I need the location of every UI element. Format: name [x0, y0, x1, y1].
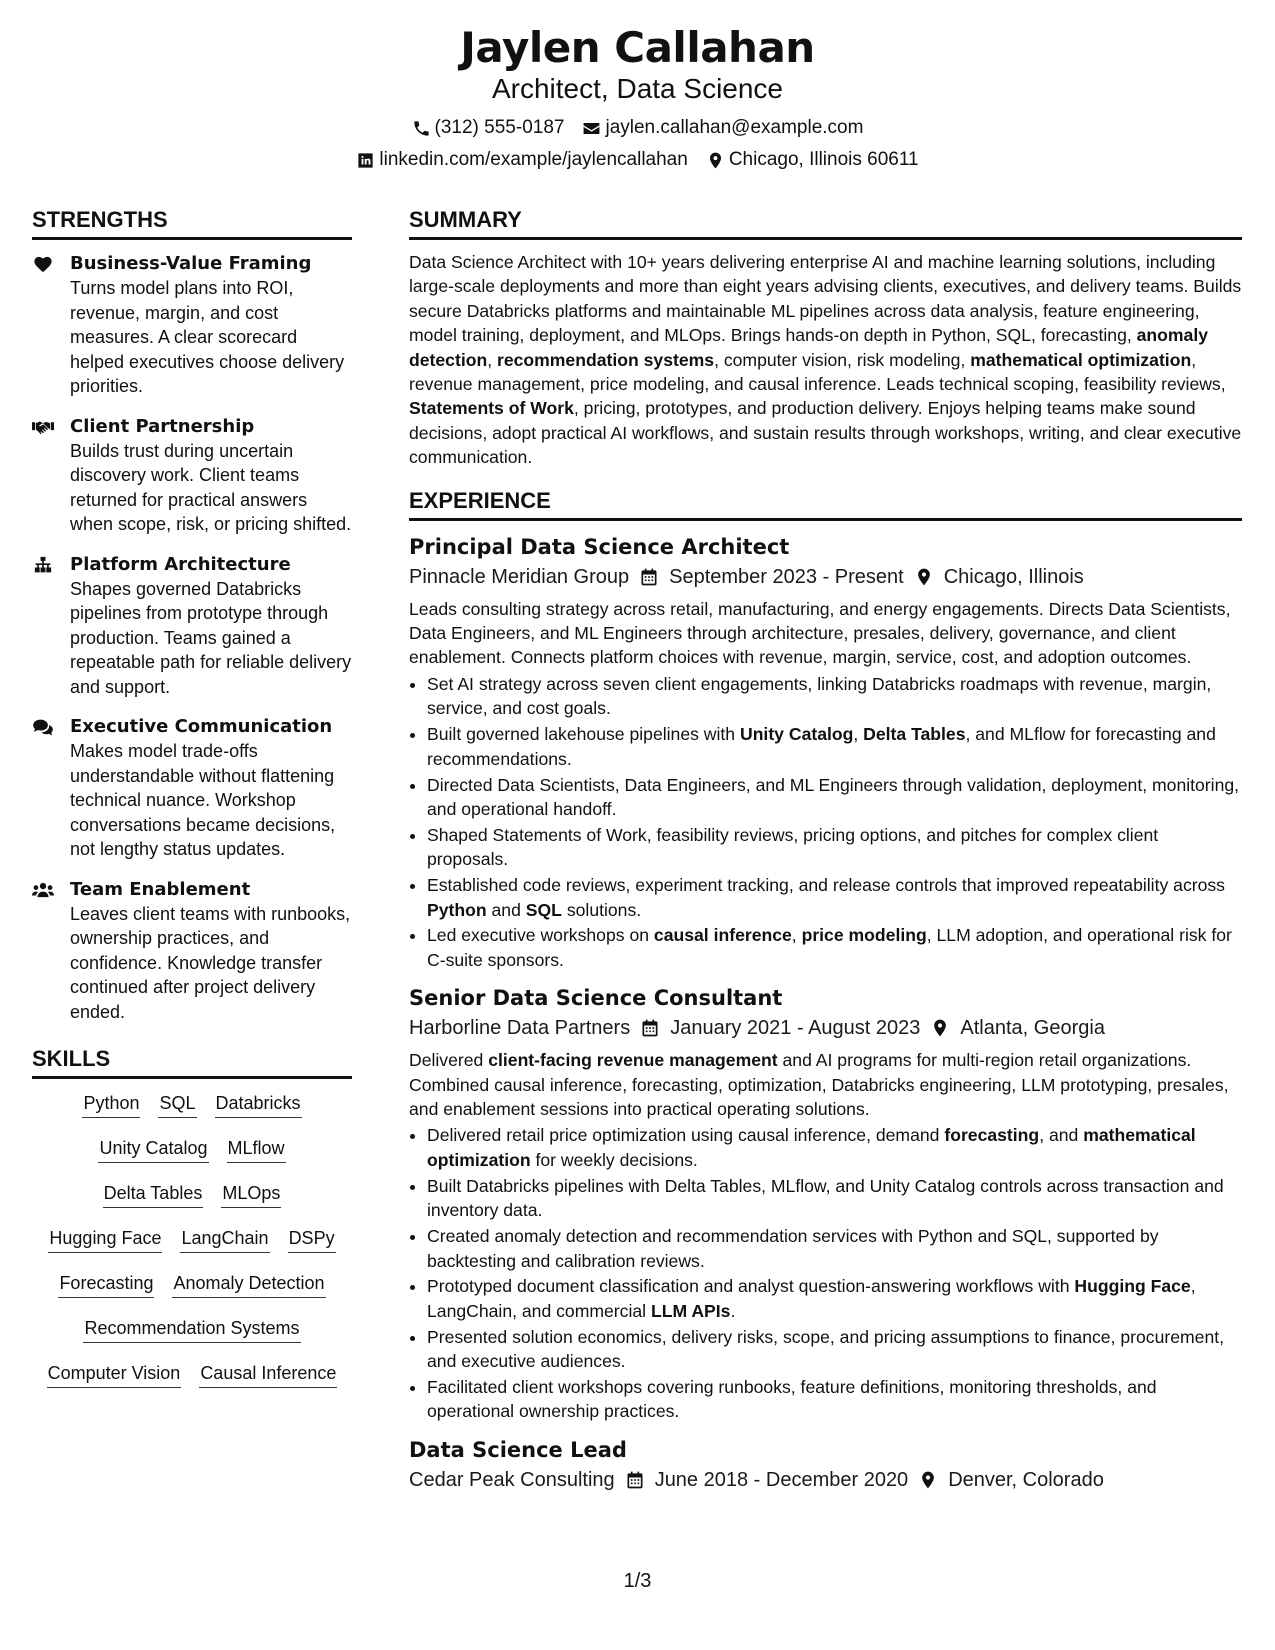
job-entry	[409, 1436, 1242, 1494]
job-location: Chicago, Illinois	[943, 565, 1084, 588]
job-bullet: • Set AI strategy across seven client engagements, linking Databricks roadmaps with revenue, margin, service, and cost goals.	[427, 672, 1242, 721]
job-company: Pinnacle Meridian Group	[409, 565, 630, 588]
job-title: Data Science Lead	[409, 1437, 627, 1462]
job-bullet: • Presented solution economics, delivery risks, scope, and pricing assumptions to finance, procurement, and executive audiences.	[427, 1325, 1242, 1374]
skill-row	[32, 1361, 352, 1406]
heart-icon	[32, 252, 70, 399]
location-text: Chicago, Illinois 60611	[728, 149, 919, 170]
skill-tag: Python	[82, 1091, 140, 1118]
linkedin-icon	[356, 151, 375, 170]
skill-tag: MLOps	[221, 1181, 281, 1208]
experience-heading: EXPERIENCE	[409, 486, 1242, 521]
job-meta	[409, 1466, 1242, 1494]
left-column	[32, 205, 352, 1406]
strength-item	[32, 715, 352, 862]
job-entry	[409, 984, 1242, 1424]
job-dates: September 2023 - Present	[669, 565, 904, 588]
skills-list	[32, 1091, 352, 1406]
strengths-heading: STRENGTHS	[32, 205, 352, 240]
job-bullet: • Delivered retail price optimization using causal inference, demand forecasting, and mathematical optimization for weekly decisions.	[427, 1123, 1242, 1172]
phone-icon	[412, 119, 431, 138]
strength-desc: Makes model trade-offs understandable without flattening technical nuance. Workshop conversations became decisions, not lengthy status updates.	[70, 741, 336, 859]
phone-text: (312) 555-0187	[434, 117, 565, 138]
contact-info	[0, 116, 1275, 172]
strength-item	[32, 415, 352, 537]
strength-desc: Builds trust during uncertain discovery work. Client teams returned for practical answers when scope, risk, or pricing shifted.	[70, 440, 352, 534]
job-bullet: • Shaped Statements of Work, feasibility reviews, pricing options, and pitches for complex client proposals.	[427, 823, 1242, 872]
job-bullet: • Established code reviews, experiment tracking, and release controls that improved repeatability across Python and SQL solutions.	[427, 873, 1242, 922]
skill-tag: LangChain	[180, 1226, 269, 1253]
skill-tag: Recommendation Systems	[83, 1316, 300, 1343]
skill-tag: DSPy	[288, 1226, 336, 1253]
strength-title: Business-Value Framing	[70, 253, 312, 274]
job-title: Principal Data Science Architect	[409, 534, 790, 559]
skill-row	[32, 1181, 352, 1226]
skill-row	[32, 1226, 352, 1271]
job-bullet: • Built Databricks pipelines with Delta Tables, MLflow, and Unity Catalog controls across transaction and inventory data.	[427, 1174, 1242, 1223]
skill-tag: Unity Catalog	[98, 1136, 208, 1163]
skill-row	[32, 1316, 352, 1361]
candidate-title: Architect, Data Science	[491, 73, 784, 104]
job-bullets	[409, 672, 1242, 972]
job-location: Denver, Colorado	[948, 1468, 1104, 1491]
map-marker-icon	[918, 1470, 938, 1490]
job-dates: June 2018 - December 2020	[654, 1468, 909, 1491]
job-description: Delivered client-facing revenue management and AI programs for multi-region retail organizations. Combined causal inference, forecasting, optimization, Databricks engineering, LLM prototyping, presales, and enablement sessions into practical operating solutions.	[409, 1050, 1229, 1120]
page-number: 1/3	[623, 1570, 652, 1592]
map-marker-icon	[930, 1018, 950, 1038]
skill-row	[32, 1271, 352, 1316]
skill-tag: MLflow	[227, 1136, 286, 1163]
skill-tag: Anomaly Detection	[172, 1271, 325, 1298]
skill-tag: SQL	[158, 1091, 196, 1118]
email-contact[interactable]	[582, 116, 863, 140]
candidate-name: Jaylen Callahan	[460, 23, 815, 72]
summary-text: Data Science Architect with 10+ years delivering enterprise AI and machine learning solutions, including large-scale deployments and more than eight years advising clients, executives, and delivery teams. Builds secure Databricks platforms and maintainable ML pipelines across data analysis, feature engineering, model training, deployment, and MLOps. Brings hands-on depth in Python, SQL, forecasting, anomaly detection, recommendation systems, computer vision, risk modeling, mathematical optimization, revenue management, price modeling, and causal inference. Leads technical scoping, feasibility reviews, Statements of Work, pricing, prototypes, and production delivery. Enjoys helping teams make sound decisions, adopt practical AI workflows, and sustain results through workshops, writing, and clear executive communication.	[409, 252, 1242, 468]
job-bullets	[409, 1123, 1242, 1423]
skills-heading: SKILLS	[32, 1044, 352, 1079]
location-contact	[706, 148, 919, 172]
job-company: Cedar Peak Consulting	[409, 1468, 615, 1491]
job-company: Harborline Data Partners	[409, 1017, 631, 1040]
skill-row	[32, 1136, 352, 1181]
skill-row	[32, 1091, 352, 1136]
linkedin-text[interactable]: linkedin.com/example/jaylencallahan	[379, 149, 688, 170]
strength-title: Team Enablement	[70, 878, 251, 900]
job-meta	[409, 563, 1242, 591]
calendar-icon	[640, 1018, 660, 1038]
envelope-icon	[582, 119, 601, 138]
job-bullet: • Facilitated client workshops covering runbooks, feature definitions, monitoring thresholds, and operational ownership practices.	[427, 1375, 1242, 1424]
job-bullet: • Prototyped document classification and analyst question-answering workflows with Hugging Face, LangChain, and commercial LLM APIs.	[427, 1274, 1242, 1323]
phone-contact	[412, 116, 565, 140]
job-description: Leads consulting strategy across retail, manufacturing, and energy engagements. Directs Data Scientists, Data Engineers, and ML Engineers through architecture, presales, delivery, governance, and client enablement. Connects platform choices with revenue, margin, service, cost, and adoption outcomes.	[409, 598, 1231, 668]
strengths-list	[32, 252, 352, 1024]
map-marker-icon	[706, 151, 725, 170]
comments-icon	[32, 715, 70, 862]
calendar-icon	[639, 567, 659, 587]
skill-tag: Causal Inference	[199, 1361, 337, 1388]
linkedin-contact[interactable]	[356, 148, 687, 172]
right-column	[409, 205, 1242, 1506]
map-marker-icon	[914, 567, 934, 587]
job-bullet: • Directed Data Scientists, Data Engineers, and ML Engineers through validation, deployment, monitoring, and operational handoff.	[427, 773, 1242, 822]
job-meta	[409, 1014, 1242, 1042]
job-title: Senior Data Science Consultant	[409, 986, 783, 1011]
job-bullet: • Led executive workshops on causal inference, price modeling, LLM adoption, and operational risk for C-suite sponsors.	[427, 923, 1242, 972]
skill-tag: Hugging Face	[48, 1226, 162, 1253]
job-bullet: • Created anomaly detection and recommendation services with Python and SQL, supported by backtesting and calibration reviews.	[427, 1224, 1242, 1273]
handshake-icon	[32, 415, 70, 537]
calendar-icon	[625, 1470, 645, 1490]
skill-tag: Delta Tables	[103, 1181, 204, 1208]
jobs-list	[409, 533, 1242, 1494]
job-location: Atlanta, Georgia	[960, 1017, 1105, 1040]
users-icon	[32, 878, 70, 1025]
skill-tag: Computer Vision	[47, 1361, 182, 1388]
strength-desc: Turns model plans into ROI, revenue, margin, and cost measures. A clear scorecard helped executives choose delivery priorities.	[70, 278, 345, 396]
skill-tag: Databricks	[215, 1091, 302, 1118]
summary-heading: SUMMARY	[409, 205, 1242, 240]
strength-item	[32, 878, 352, 1025]
strength-title: Executive Communication	[70, 716, 333, 737]
strength-item	[32, 553, 352, 700]
strength-title: Client Partnership	[70, 415, 255, 437]
strength-desc: Leaves client teams with runbooks, ownership practices, and confidence. Knowledge transfer continued after project delivery ended.	[70, 903, 351, 1022]
job-dates: January 2021 - August 2023	[670, 1017, 921, 1040]
resume-header	[0, 22, 1275, 180]
email-text[interactable]: jaylen.callahan@example.com	[605, 117, 864, 138]
strength-title: Platform Architecture	[70, 553, 291, 575]
job-bullet: • Built governed lakehouse pipelines with Unity Catalog, Delta Tables, and MLflow for forecasting and recommendations.	[427, 722, 1242, 771]
job-entry	[409, 533, 1242, 973]
sitemap-icon	[32, 553, 70, 700]
skill-tag: Forecasting	[58, 1271, 154, 1298]
strength-item	[32, 252, 352, 399]
strength-desc: Shapes governed Databricks pipelines from prototype through production. Teams gained a repeatable path for reliable delivery and support.	[70, 578, 352, 697]
